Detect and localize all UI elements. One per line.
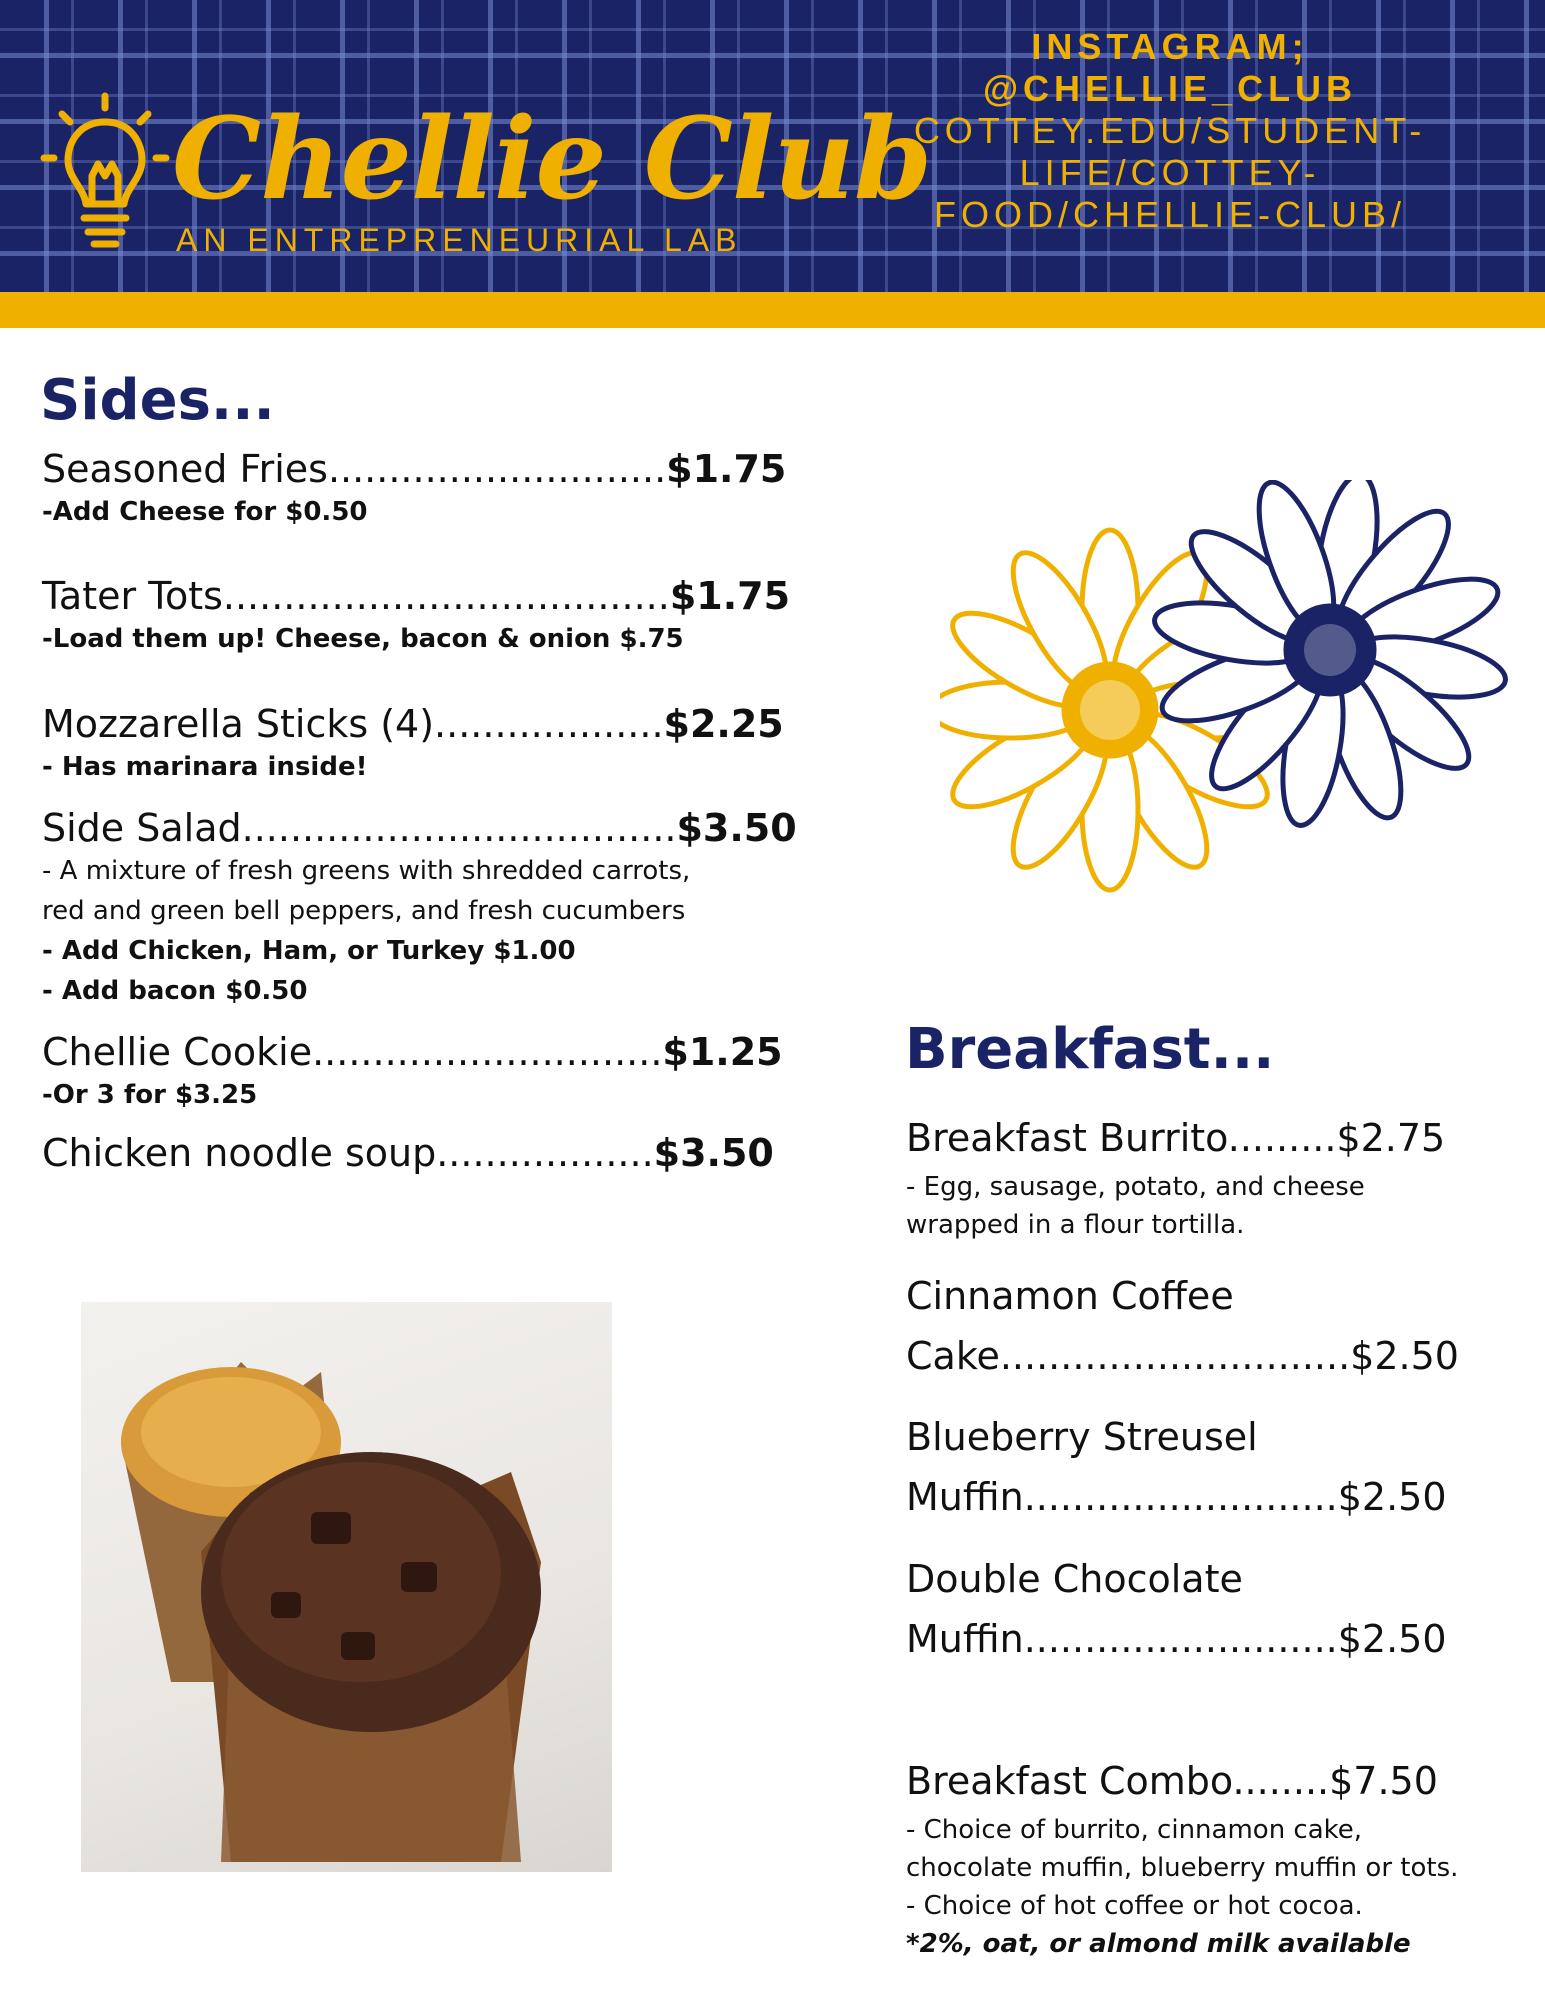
item-note: -Load them up! Cheese, bacon & onion $.75 [42, 624, 684, 654]
item-note: - Egg, sausage, potato, and cheese [906, 1172, 1365, 1202]
item-line: Muffin..........................$2.50 [906, 1475, 1447, 1519]
item-note: - Add bacon $0.50 [42, 976, 308, 1006]
header-accent-stripe [0, 292, 1545, 328]
contact-block [820, 26, 1520, 236]
contact-line-url-3: FOOD/CHELLIE-CLUB/ [933, 194, 1407, 235]
item-price: $1.25 [662, 1030, 783, 1074]
breakfast-item-cinnamon-coffee-cake [906, 1266, 1516, 1386]
item-name: Seasoned Fries............................ [42, 447, 667, 491]
item-price: $3.50 [676, 806, 797, 850]
breakfast-item-burrito [906, 1108, 1516, 1244]
item-name: Chellie Cookie............................. [42, 1030, 663, 1074]
item-note: - Add Chicken, Ham, or Turkey $1.00 [42, 936, 576, 966]
item-note: - A mixture of fresh greens with shredded carrots, [42, 856, 691, 886]
item-price: $2.25 [663, 702, 784, 746]
item-note: wrapped in a flour tortilla. [906, 1210, 1245, 1240]
item-name: Side Salad.................................... [42, 806, 677, 850]
sides-item-tater-tots [42, 573, 791, 659]
sides-item-side-salad [42, 805, 797, 1011]
item-name: Chicken noodle soup.................. [42, 1131, 654, 1175]
item-line: Blueberry Streusel [906, 1415, 1258, 1459]
breakfast-item-combo [906, 1751, 1516, 1963]
muffins-photo-illustration [81, 1302, 612, 1872]
item-note: - Choice of burrito, cinnamon cake, [906, 1815, 1363, 1845]
item-line: Muffin..........................$2.50 [906, 1617, 1447, 1661]
breakfast-item-blueberry-muffin [906, 1407, 1516, 1527]
item-note: - Choice of hot coffee or hot cocoa. [906, 1891, 1363, 1921]
lightbulb-icon [40, 92, 170, 262]
sides-title: Sides... [40, 368, 275, 433]
item-line: Double Chocolate [906, 1557, 1243, 1601]
muffins-photo [81, 1302, 612, 1872]
item-note: chocolate muffin, blueberry muffin or tots. [906, 1853, 1459, 1883]
sides-item-seasoned-fries [42, 446, 787, 532]
item-note-milk-options: *2%, oat, or almond milk available [906, 1929, 1411, 1959]
breakfast-title: Breakfast... [905, 1017, 1275, 1082]
item-line: Cinnamon Coffee [906, 1274, 1234, 1318]
item-note: -Or 3 for $3.25 [42, 1080, 258, 1110]
item-note: - Has marinara inside! [42, 752, 368, 782]
brand-tagline: AN ENTREPRENEURIAL LAB [176, 222, 743, 258]
item-price: $1.75 [666, 447, 787, 491]
item-line: Cake.............................$2.50 [906, 1334, 1459, 1378]
contact-line-url-2: LIFE/COTTEY- [1019, 152, 1321, 193]
header-banner [0, 0, 1545, 292]
contact-line-instagram-handle: @CHELLIE_CLUB [982, 68, 1358, 109]
breakfast-item-double-chocolate-muffin [906, 1549, 1516, 1669]
item-note: red and green bell peppers, and fresh cucumbers [42, 896, 686, 926]
sides-item-chellie-cookie [42, 1029, 782, 1115]
sides-item-mozzarella-sticks [42, 701, 782, 787]
daisy-flowers-illustration [940, 480, 1520, 900]
item-price: $1.75 [669, 574, 791, 618]
item-name: Tater Tots..................................... [42, 574, 670, 618]
item-line: Breakfast Burrito.........$2.75 [906, 1116, 1446, 1160]
contact-line-instagram-label: INSTAGRAM; [1031, 26, 1309, 67]
item-note: -Add Cheese for $0.50 [42, 497, 368, 527]
item-line: Breakfast Combo........$7.50 [906, 1759, 1438, 1803]
contact-line-url-1: COTTEY.EDU/STUDENT- [913, 110, 1427, 151]
item-name: Mozzarella Sticks (4)................... [42, 702, 664, 746]
brand-title: Chellie Club [172, 94, 932, 225]
item-price: $3.50 [653, 1131, 774, 1175]
sides-item-chicken-noodle-soup [42, 1130, 782, 1176]
